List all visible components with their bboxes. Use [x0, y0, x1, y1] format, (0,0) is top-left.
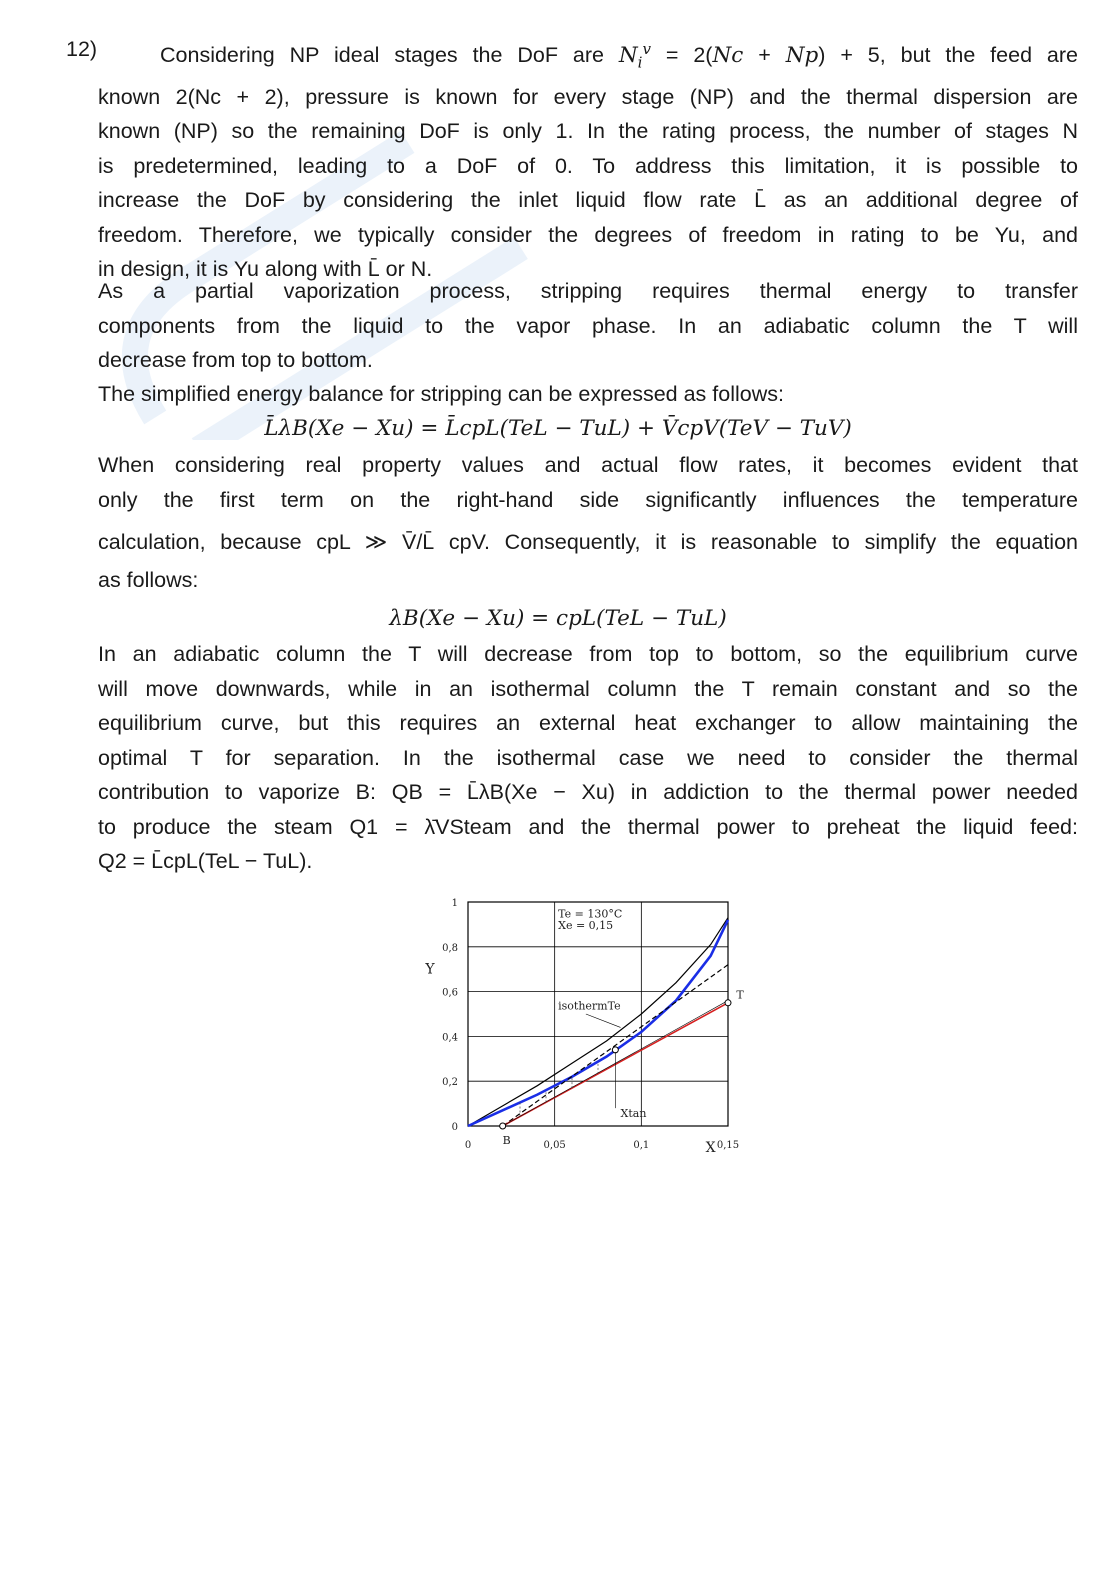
chart-point [500, 1123, 506, 1129]
text-line: in design, it is Yu along with L̄ or N. [98, 257, 433, 282]
paragraph-stripping [98, 274, 1078, 378]
text-line: known 2(Nc + 2), pressure is known for every stage (NP) and the thermal dispersion are [98, 84, 1078, 109]
isotherm-leader [586, 1014, 621, 1027]
text-line: freedom. Therefore, we typically consider the degrees of freedom in rating to be Yu, and [98, 222, 1078, 247]
text-line: When considering real property values and actual flow rates, it becomes evident that [98, 453, 1078, 477]
text-line: is predetermined, leading to a DoF of 0. To address this limitation, it is possible to [98, 153, 1078, 178]
series-line [468, 918, 728, 1126]
text-line: contribution to vaporize B: QB = L̄λB(Xe − Xu) in addiction to the thermal power needed [98, 780, 1078, 804]
x-tick-label: 0,1 [633, 1140, 650, 1151]
x-tick-label: 0,05 [543, 1140, 566, 1151]
y-axis-label: Y [425, 961, 435, 978]
text-line: optimal T for separation. In the isothermal case we need to consider the thermal [98, 745, 1078, 770]
text-line: equilibrium curve, but this requires an external heat exchanger to allow maintaining the [98, 711, 1078, 735]
energy-balance-equation: L̄λB(Xe − Xu) = L̄cpL(TeL − TuL) + V̄cpV(TeV − TuV) [264, 416, 852, 441]
annotation-t: T [736, 988, 744, 1002]
paragraph-simplification [98, 448, 1078, 598]
annotation-xtan: Xtan [620, 1107, 647, 1121]
y-tick-label: 0,8 [442, 942, 458, 954]
text-line: Q2 = L̄cpL(TeL − TuL). [98, 849, 313, 873]
annotation-b: B [502, 1134, 511, 1147]
text-line: As a partial vaporization process, stripping requires thermal energy to transfer [98, 279, 1078, 303]
energy-balance-intro: The simplified energy balance for stripping can be expressed as follows: [98, 382, 784, 406]
annotation-xe: Xe = 0,15 [558, 918, 614, 932]
text-line: increase the DoF by considering the inlet liquid flow rate L̄ as an additional degree of [98, 188, 1078, 213]
annotation-te: Te = 130°C [558, 907, 623, 921]
y-tick-label: 0,2 [442, 1077, 458, 1089]
series-line [468, 920, 728, 1126]
text-line: only the first term on the right-hand side significantly influences the temperature [98, 487, 1078, 512]
x-axis-label: X [705, 1140, 716, 1156]
text-line: as follows: [98, 568, 199, 592]
paragraph-dof [98, 32, 1078, 287]
text-line: decrease from top to bottom. [98, 348, 373, 372]
chart-point [612, 1047, 618, 1053]
chart-point [725, 1000, 731, 1006]
text-line: In an adiabatic column the T will decrease from top to bottom, so the equilibrium curve [98, 642, 1078, 666]
y-tick-label: 0,4 [442, 1032, 458, 1044]
plot-frame [468, 902, 728, 1126]
text-line: to produce the steam Q1 = λ̄VSteam and the thermal power to preheat the liquid feed: [98, 814, 1078, 839]
text-line: Considering NP ideal stages the DoF are $N_i^v = 2(Nc + Np) + 5$, but the feed are [160, 40, 1078, 72]
y-tick-label: 0 [451, 1122, 458, 1133]
text-line: known (NP) so the remaining DoF is only 1. In the rating process, the number of stages N [98, 119, 1078, 144]
y-tick-label: 0,6 [442, 987, 458, 999]
text-line: will move downwards, while in an isothermal column the T remain constant and so the [98, 676, 1078, 701]
x-tick-label: 0 [464, 1140, 472, 1151]
simplified-equation: λB(Xe − Xu) = cpL(TeL − TuL) [389, 606, 727, 631]
text-line: components from the liquid to the vapor phase. In an adiabatic column the T will [98, 313, 1078, 338]
y-tick-label: 1 [451, 898, 458, 909]
paragraph-isothermal [98, 637, 1078, 879]
item-number: 12) [66, 37, 98, 61]
text-line: calculation, because cpL ≫ V̄/L̄ cpV. Consequently, it is reasonable to simplify the equation [98, 530, 1078, 554]
annotation-isotherm: isothermTe [558, 999, 621, 1013]
x-tick-label: 0,15 [716, 1140, 740, 1151]
stripping-equilibrium-chart [410, 890, 760, 1160]
